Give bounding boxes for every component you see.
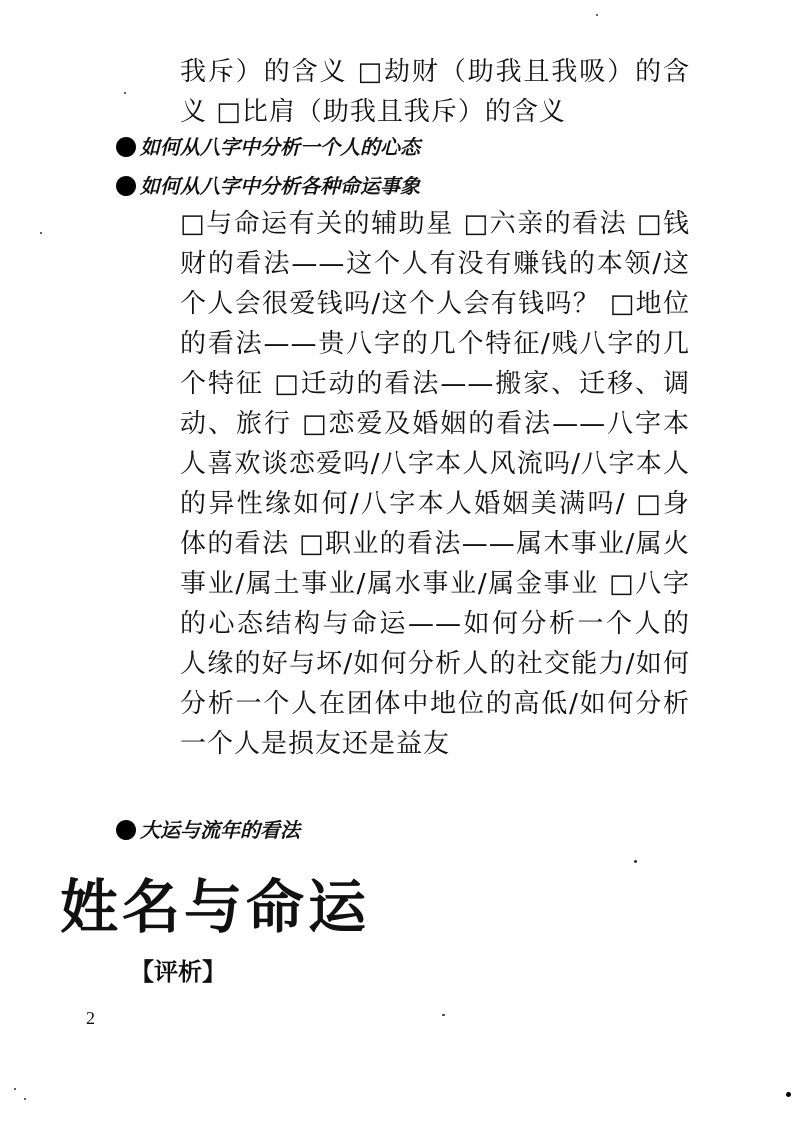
scan-speck	[442, 1014, 445, 1016]
topic-list-paragraph: □与命运有关的辅助星 □六亲的看法 □钱财的看法——这个人有没有赚钱的本领/这个人会很爱钱吗/这个人会有钱吗？ □地位的看法——贵八字的几个特征/贱八字的几个特征 □迁动的看法——搬家、迁移、调动、旅行 □恋爱及婚姻的看法——八字本人喜欢谈恋爱吗/八字本人风流吗/八字本人的异性缘如何/八字本人婚姻美满吗/ □身体的看法 □职业的看法——属木事业/属火事业/属土事业/属水事业/属金事业 □八字的心态结构与命运——如何分析一个人的人缘的好与坏/如何分析人的社交能力/如何分析一个人在团体中地位的高低/如何分析一个人是损友还是益友	[180, 209, 690, 759]
page-number: 2	[86, 1008, 95, 1028]
scan-speck	[40, 232, 42, 234]
chapter-title: 姓名与命运	[60, 873, 371, 941]
section-heading	[116, 172, 420, 200]
scan-speck	[24, 1098, 26, 1100]
bullet-icon	[116, 137, 136, 157]
scan-speck	[634, 860, 637, 863]
paragraph-continuation: 我斥）的含义 □劫财（助我且我吸）的含义 □比肩（助我且我斥）的含义	[180, 57, 690, 127]
scan-speck	[596, 14, 598, 16]
scan-speck	[124, 92, 126, 94]
section-heading-text: 如何从八字中分析各种命运事象	[140, 174, 420, 198]
scan-speck	[14, 1088, 16, 1090]
section-heading	[116, 816, 300, 844]
section-heading-text: 大运与流年的看法	[140, 818, 300, 842]
bullet-icon	[116, 176, 136, 196]
bullet-icon	[116, 820, 136, 840]
section-heading-text: 如何从八字中分析一个人的心态	[140, 135, 420, 159]
scan-speck	[786, 1092, 791, 1097]
section-label: 【评析】	[130, 957, 226, 986]
section-heading	[116, 133, 420, 161]
